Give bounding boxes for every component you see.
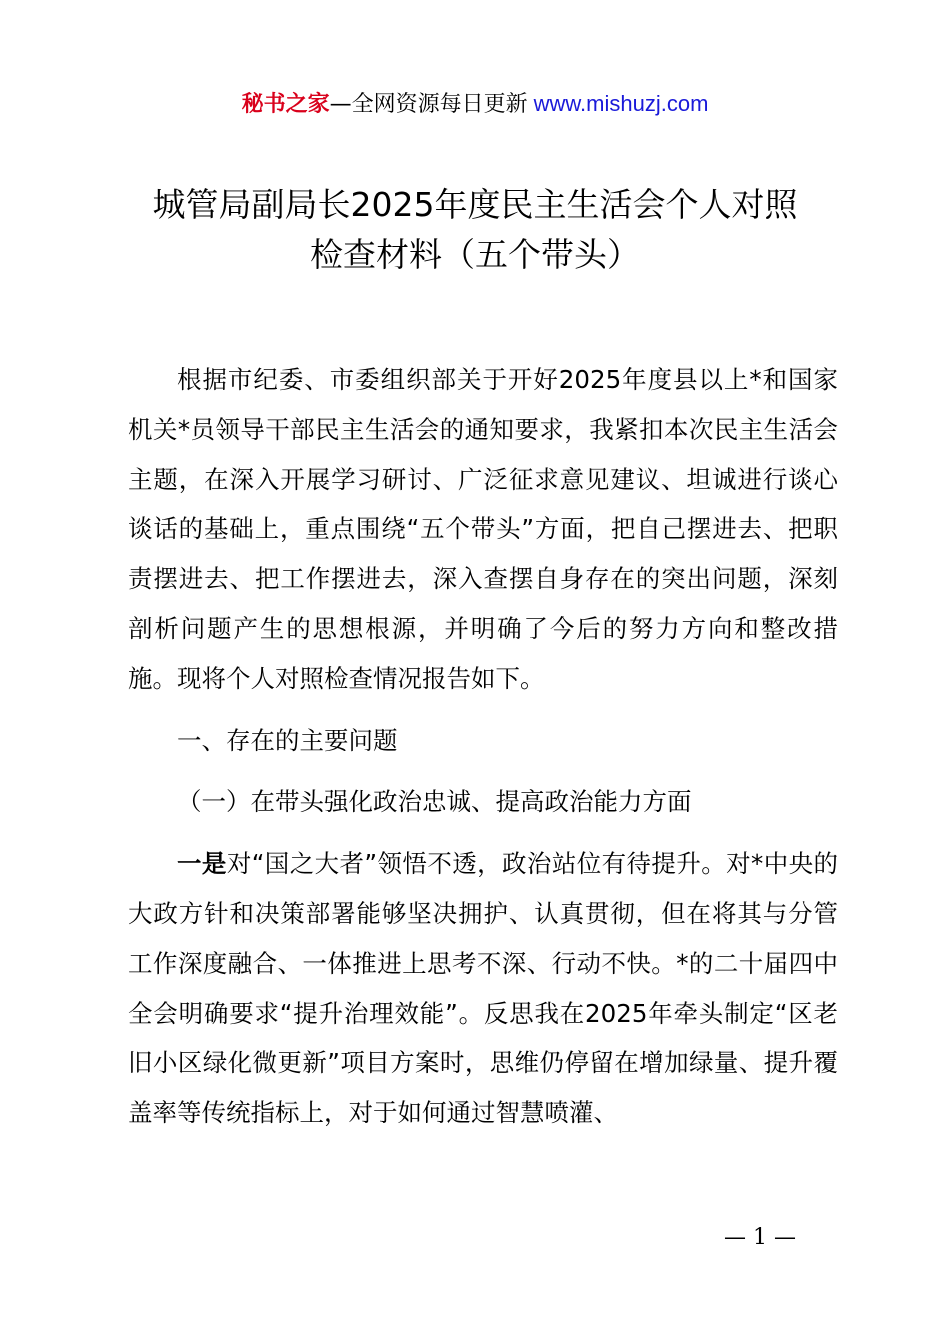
brand-name: 秘书之家 bbox=[241, 92, 330, 117]
title-line-2: 检查材料（五个带头） bbox=[310, 235, 640, 274]
document-body bbox=[128, 355, 838, 1138]
section-heading: 一、存在的主要问题 bbox=[177, 725, 398, 755]
point-lead: 一是 bbox=[177, 849, 227, 879]
title-line-1: 城管局副局长2025年度民主生活会个人对照 bbox=[152, 185, 798, 224]
site-header bbox=[0, 86, 950, 123]
point-text: 对“国之大者”领悟不透，政治站位有待提升。对*中央的大政方针和决策部署能够坚决拥护、认真贯彻，但在将其与分管工作深度融合、一体推进上思考不深、行动不快。*的二十届四中全会明确要求“提升治理效能”。反思我在2025年牵头制定“区老旧小区绿化微更新”项目方案时，思维仍停留在增加绿量、提升覆盖率等传统指标上，对于如何通过智慧喷灌、 bbox=[128, 849, 839, 1128]
point-paragraph bbox=[128, 839, 838, 1138]
header-slogan: —全网资源每日更新 bbox=[329, 92, 528, 117]
subsection-heading: （一）在带头强化政治忠诚、提高政治能力方面 bbox=[177, 787, 692, 817]
intro-paragraph: 根据市纪委、市委组织部关于开好2025年度县以上*和国家机关*员领导干部民主生活会的通知要求，我紧扣本次民主生活会主题，在深入开展学习研讨、广泛征求意见建议、坦诚进行谈心谈话的基础上，重点围绕“五个带头”方面，把自己摆进去、把职责摆进去、把工作摆进去，深入查摆自身存在的突出问题，深刻剖析问题产生的思想根源，并明确了今后的努力方向和整改措施。现将个人对照检查情况报告如下。 bbox=[128, 365, 838, 693]
site-url[interactable]: www.mishuzj.com bbox=[533, 91, 709, 116]
document-title bbox=[0, 180, 950, 280]
page-number: — 1 — bbox=[724, 1225, 796, 1250]
